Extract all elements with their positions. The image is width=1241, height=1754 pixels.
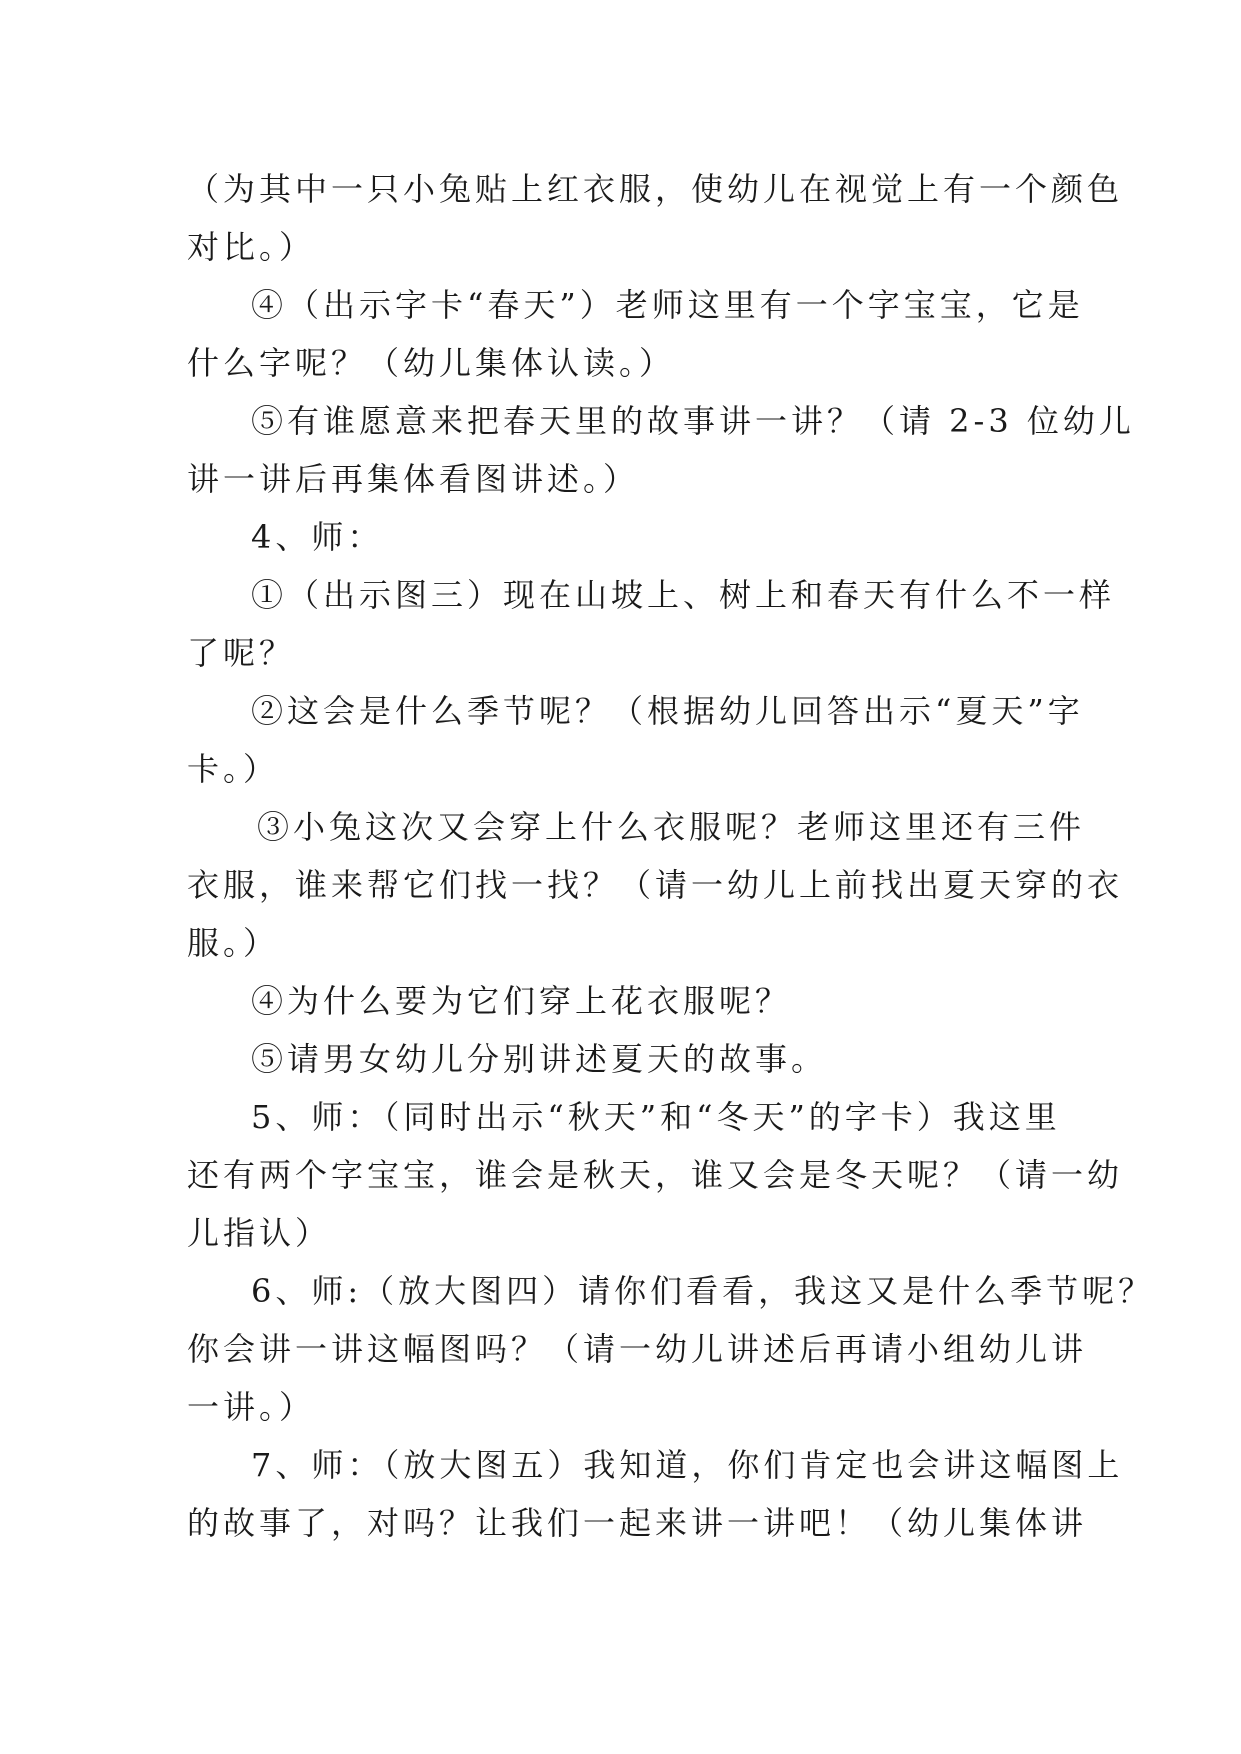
text-line: ④（出示字卡“春天”）老师这里有一个字宝宝，它是 bbox=[251, 286, 1084, 324]
text-line: 4、师： bbox=[251, 518, 384, 556]
text-line: 讲一讲后再集体看图讲述。） bbox=[187, 460, 640, 498]
text-line: 6、师:（放大图四）请你们看看，我这又是什么季节呢？ bbox=[251, 1272, 1155, 1310]
text-line: 对比。） bbox=[187, 228, 316, 266]
text-line: 7、师：（放大图五）我知道，你们肯定也会讲这幅图上 bbox=[251, 1446, 1124, 1484]
text-line: 衣服，谁来帮它们找一找？（请一幼儿上前找出夏天穿的衣 bbox=[187, 866, 1124, 904]
text-line: 还有两个字宝宝，谁会是秋天，谁又会是冬天呢？（请一幼 bbox=[187, 1156, 1124, 1194]
text-line: ④为什么要为它们穿上花衣服呢？ bbox=[251, 982, 792, 1020]
text-line: 你会讲一讲这幅图吗？（请一幼儿讲述后再请小组幼儿讲 bbox=[187, 1330, 1088, 1368]
body-text bbox=[187, 160, 1155, 1552]
text-line: 卡。） bbox=[187, 750, 280, 788]
text-line: ②这会是什么季节呢？（根据幼儿回答出示“夏天”字 bbox=[251, 692, 1084, 730]
text-line: ③小兔这次又会穿上什么衣服呢？老师这里还有三件 bbox=[257, 808, 1086, 846]
text-line: 的故事了，对吗？让我们一起来讲一讲吧！（幼儿集体讲 bbox=[187, 1504, 1088, 1542]
text-line: 什么字呢？（幼儿集体认读。） bbox=[187, 344, 676, 382]
text-line: ①（出示图三）现在山坡上、树上和春天有什么不一样 bbox=[251, 576, 1116, 614]
text-line: 5、师：（同时出示“秋天”和“冬天”的字卡）我这里 bbox=[251, 1098, 1061, 1136]
text-line: ⑤请男女幼儿分别讲述夏天的故事。 bbox=[251, 1040, 828, 1078]
text-line: 一讲。） bbox=[187, 1388, 316, 1426]
text-line: 儿指认） bbox=[187, 1214, 332, 1252]
text-line: 了呢？ bbox=[187, 634, 296, 672]
text-line: ⑤有谁愿意来把春天里的故事讲一讲？（请 2-3 位幼儿 bbox=[251, 402, 1135, 440]
text-line: 服。） bbox=[187, 924, 280, 962]
text-line: （为其中一只小兔贴上红衣服，使幼儿在视觉上有一个颜色 bbox=[187, 170, 1124, 208]
